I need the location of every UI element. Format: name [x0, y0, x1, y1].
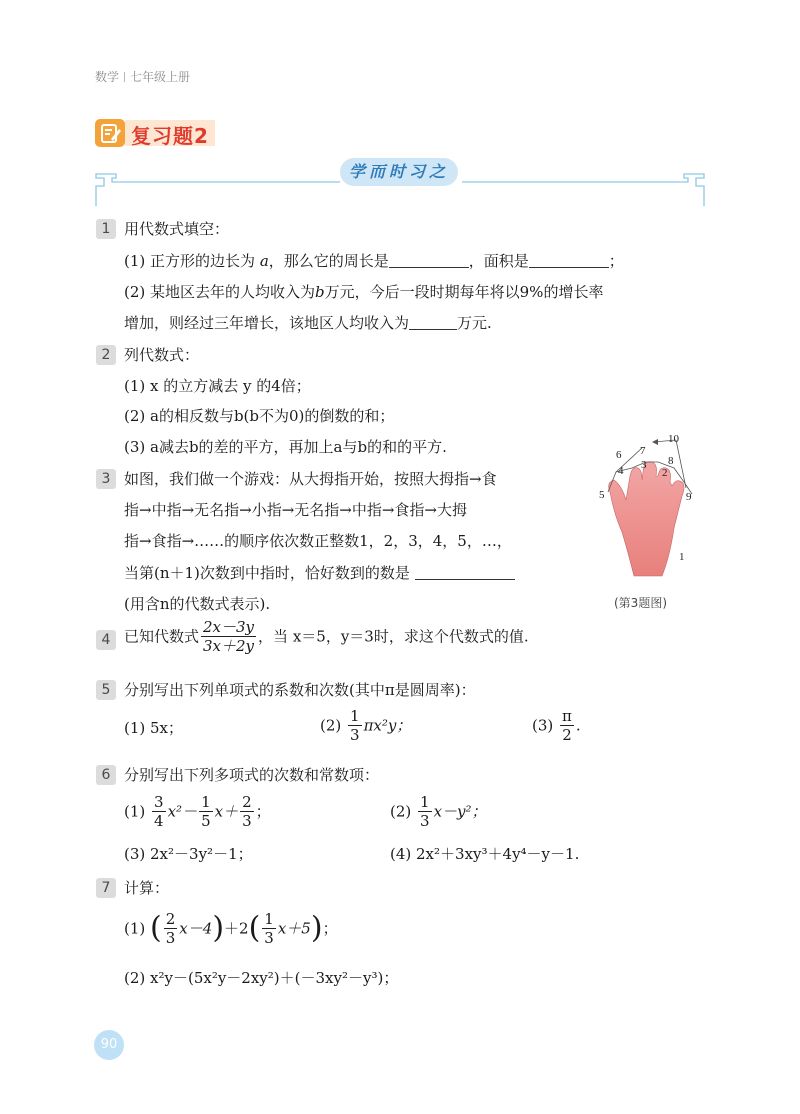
problem-5-part-2: (2) $\frac{1}{3}$ πx²y； — [320, 707, 412, 744]
count-label: 9 — [686, 491, 692, 503]
pencil-note-icon — [95, 119, 125, 147]
problem-6-part-1: (1) $\frac{3}{4}$ x²－ $\frac{1}{5}$ x＋ $\frac{2}{3}$ ； — [124, 793, 271, 830]
problem-number: 1 — [96, 219, 116, 239]
problem-3-line-2: 指→中指→无名指→小指→无名指→中指→食指→大拇 — [124, 501, 467, 519]
problem-1-part-2-cont: 增加，则经过三年增长，该地区人均收入为 万元. — [124, 314, 492, 332]
banner-label: 学而时习之 — [340, 158, 458, 186]
problem-1-stem: 用代数式填空： — [124, 220, 230, 238]
count-label: 5 — [599, 489, 605, 501]
problem-number: 3 — [96, 469, 116, 489]
running-header — [95, 68, 190, 85]
problem-5-part-1: (1) 5x； — [124, 719, 184, 737]
problem-2-stem: 列代数式： — [124, 346, 200, 364]
problem-3-line-3: 指→食指→……的顺序依次数正整数1，2，3，4，5，…， — [124, 532, 512, 550]
section-title: 复习题2 — [131, 124, 209, 148]
count-label: 7 — [640, 445, 646, 457]
problem-6-stem: 分别写出下列多项式的次数和常数项： — [124, 766, 380, 784]
header-grade: 七年级上册 — [130, 70, 191, 84]
count-label: 4 — [618, 465, 624, 477]
problem-7-stem: 计算： — [124, 879, 170, 897]
count-label: 10 — [668, 433, 679, 445]
count-label: 3 — [641, 459, 647, 471]
hand-shape — [609, 462, 684, 576]
problem-6-part-4: (4) 2x²＋3xy³＋4y⁴－y－1. — [390, 845, 580, 863]
count-label: 1 — [679, 551, 685, 563]
problem-number: 5 — [96, 680, 116, 700]
problem-5-part-3: (3) $\frac{\pi}{2}$ . — [532, 707, 581, 744]
problem-number: 6 — [96, 765, 116, 785]
problem-6-part-3: (3) 2x²－3y²－1； — [124, 845, 253, 863]
problem-number: 2 — [96, 345, 116, 365]
header-subject: 数学 — [95, 70, 120, 84]
hand-counting-figure — [596, 428, 706, 580]
problem-3-line-5: (用含n的代数式表示). — [124, 595, 271, 613]
problem-2-part-3: (3) a减去b的差的平方，再加上a与b的和的平方. — [124, 438, 447, 456]
problem-2-part-2: (2) a的相反数与b(b不为0)的倒数的和； — [124, 407, 395, 425]
problem-2-part-1: (1) x 的立方减去 y 的4倍； — [124, 377, 311, 395]
problem-number: 7 — [96, 878, 116, 898]
problem-4-text: 已知代数式 $\frac{2x-3y}{3x+2y}$ ，当 x＝5，y＝3时，求这个代数式的值. — [124, 618, 529, 655]
problem-1-part-2: (2) 某地区去年的人均收入为b万元，今后一段时期每年将以9%的增长率 — [124, 283, 604, 301]
problem-1-part-1: (1) 正方形的边长为 a，那么它的周长是 ，面积是 ； — [124, 252, 624, 270]
count-label: 2 — [662, 467, 668, 479]
problem-6-part-2: (2) $\frac{1}{3}$ x－y²； — [390, 793, 487, 830]
figure-caption: (第3题图) — [614, 596, 667, 610]
count-label: 6 — [616, 449, 622, 461]
problem-number: 4 — [96, 630, 116, 650]
page-number: 90 — [94, 1030, 124, 1060]
problem-5-stem: 分别写出下列单项式的系数和次数(其中π是圆周率)： — [124, 681, 476, 699]
problem-7-part-2: (2) x²y－(5x²y－2xy²)＋(－3xy²－y³)； — [124, 969, 399, 987]
problem-3-line-1: 如图，我们做一个游戏：从大拇指开始，按照大拇指→食 — [124, 470, 497, 488]
problem-7-part-1: (1) ( $\frac{2}{3}$ x－4)＋2( $\frac{1}{3}$ x＋5)； — [124, 910, 338, 947]
count-label: 8 — [668, 455, 674, 467]
problem-3-line-4: 当第(n＋1)次数到中指时，恰好数到的数是 — [124, 563, 515, 583]
